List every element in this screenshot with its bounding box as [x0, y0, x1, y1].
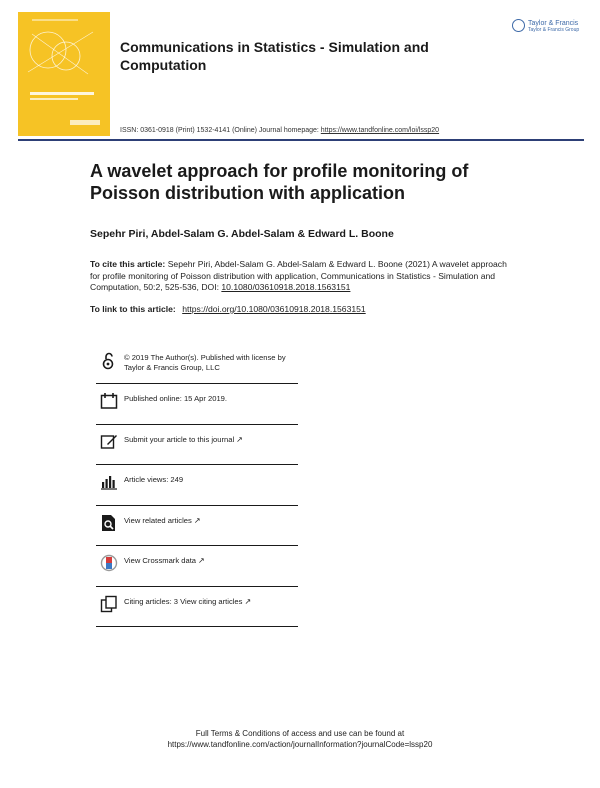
publisher-logo-text: Taylor & Francis Taylor & Francis Group: [528, 20, 580, 33]
open-access-item: [96, 344, 298, 384]
publisher-logo[interactable]: [512, 18, 584, 36]
open-access-text: © 2019 The Author(s). Published with license by Taylor & Francis Group, LLC: [124, 353, 286, 372]
citing-articles-icon: [100, 595, 118, 613]
journal-title: Communications in Statistics - Simulation and Computation: [120, 39, 429, 73]
issn-line: [120, 127, 439, 134]
article-title: A wavelet approach for profile monitoring of Poisson distribution with application: [90, 161, 469, 203]
article-doi-link[interactable]: https://doi.org/10.1080/03610918.2018.1563151: [182, 304, 366, 314]
footer-terms-text: Full Terms & Conditions of access and use can be found at: [195, 729, 405, 738]
crossmark-icon: [100, 554, 118, 572]
citation-doi-link[interactable]: 10.1080/03610918.2018.1563151: [221, 282, 351, 292]
published-online-item: [96, 384, 298, 425]
external-link-icon: ↗: [193, 515, 201, 525]
article-views-text: Article views: 249: [124, 475, 184, 484]
issn-text: ISSN: 0361-0918 (Print) 1532-4141 (Online) Journal homepage:: [120, 127, 319, 134]
bar-chart-icon: [100, 473, 118, 491]
related-search-icon: [100, 514, 118, 532]
footer-terms: [0, 728, 600, 750]
publisher-logo-icon: [512, 19, 525, 32]
article-views-item: [96, 465, 298, 506]
calendar-icon: [100, 392, 118, 410]
external-link-icon: ↗: [236, 434, 243, 444]
journal-homepage-link[interactable]: https://www.tandfonline.com/loi/lssp20: [320, 127, 440, 134]
open-access-icon: [100, 352, 118, 370]
citing-articles-item[interactable]: [96, 587, 298, 628]
article-link-line: [90, 304, 366, 314]
citation-label: To cite this article:: [90, 259, 166, 269]
related-articles-item[interactable]: [96, 506, 298, 547]
journal-cover-image: [18, 12, 110, 136]
related-articles-link[interactable]: View related articles ↗: [124, 515, 201, 525]
header-divider: [18, 139, 584, 141]
submit-article-item[interactable]: [96, 425, 298, 466]
crossmark-item[interactable]: [96, 546, 298, 587]
citation-text: Sepehr Piri, Abdel-Salam G. Abdel-Salam & Edward L. Boone (2021) A wavelet approach for profile monitoring of Poisson distribution with application, Communications in Statistics - Simulation and Computation, 50:2, 525-536, DOI:: [90, 259, 507, 292]
article-authors: Sepehr Piri, Abdel-Salam G. Abdel-Salam & Edward L. Boone: [90, 228, 394, 240]
cover-subtitle-strip: [30, 98, 78, 100]
article-link-label: To link to this article:: [90, 304, 176, 314]
cover-artwork: [18, 12, 110, 136]
edit-icon: [100, 433, 118, 451]
published-online-text: Published online: 15 Apr 2019.: [124, 394, 228, 403]
crossmark-link[interactable]: View Crossmark data ↗: [124, 556, 205, 565]
citing-articles-link[interactable]: Citing articles: 3 View citing articles ↗: [124, 596, 252, 606]
citation-block: [90, 259, 510, 294]
footer-terms-link[interactable]: https://www.tandfonline.com/action/journalInformation?journalCode=lssp20: [167, 740, 433, 749]
cover-title-strip: [30, 92, 94, 95]
external-link-icon: ↗: [198, 556, 205, 565]
external-link-icon: ↗: [244, 596, 252, 606]
article-info-list: [96, 344, 298, 627]
submit-article-link[interactable]: Submit your article to this journal ↗: [124, 434, 243, 444]
